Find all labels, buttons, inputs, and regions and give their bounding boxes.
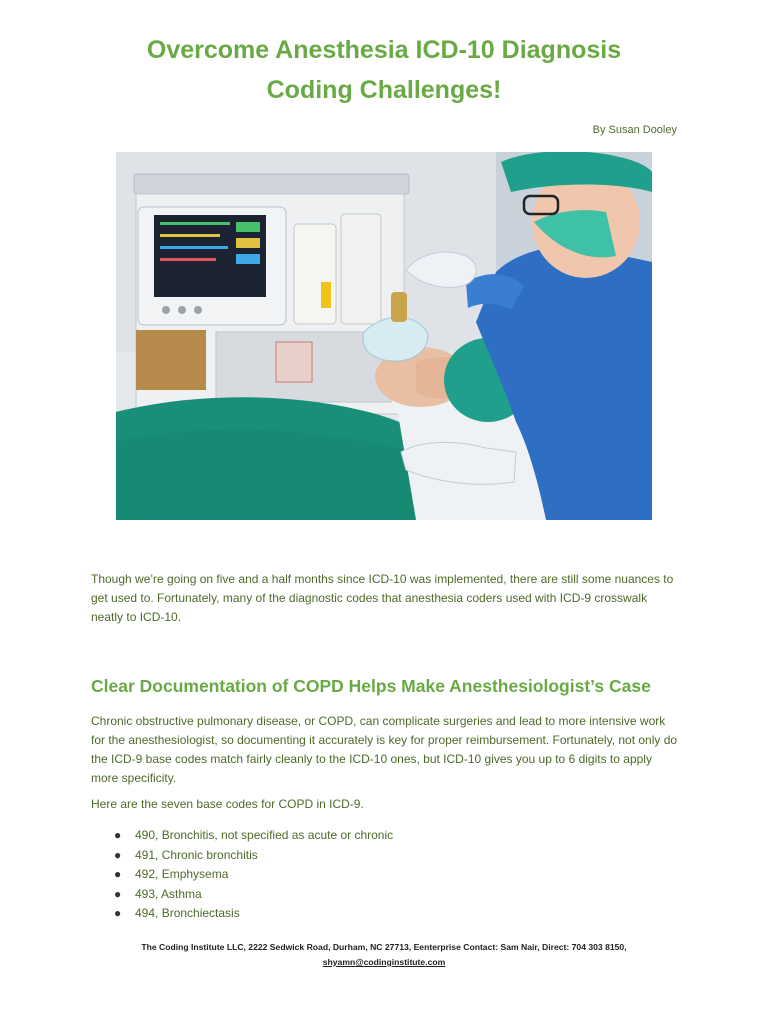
section-heading: Clear Documentation of COPD Helps Make Anesthesiologist’s Case — [91, 676, 651, 696]
page-footer — [60, 940, 708, 970]
list-item — [91, 826, 393, 846]
bullet-icon: ● — [114, 828, 122, 842]
list-item — [91, 904, 393, 924]
code-text: 491, Chronic bronchitis — [135, 847, 258, 862]
copd-code-list — [91, 826, 393, 924]
list-item — [91, 846, 393, 866]
list-lead: Here are the seven base codes for COPD in ICD-9. — [91, 797, 364, 811]
bullet-icon: ● — [114, 847, 122, 862]
intro-paragraph: Though we’re going on five and a half months since ICD-10 was implemented, there are still some nuances to get used to. Fortunately, many of the diagnostic codes that anesthesia coders used with ICD-9 crosswalk neatly to ICD-10. — [91, 572, 674, 624]
list-item — [91, 885, 393, 905]
bullet-icon: ● — [114, 886, 122, 901]
list-item — [91, 865, 393, 885]
footer-contact: The Coding Institute LLC, 2222 Sedwick Road, Durham, NC 27713, Eenterprise Contact: Sam Nair, Direct: 704 303 8150, — [141, 942, 627, 952]
bullet-icon: ● — [114, 867, 122, 882]
code-text: 490, Bronchitis, not specified as acute or chronic — [135, 828, 394, 842]
code-text: 494, Bronchiectasis — [135, 906, 240, 921]
page-title — [60, 30, 708, 110]
section-paragraph: Chronic obstructive pulmonary disease, or COPD, can complicate surgeries and lead to more intensive work for the anesthesiologist, so documenting it accurately is key for proper reimbursement. Fortunately, not only do the ICD-9 base codes match fairly cleanly to the ICD-10 ones, but ICD-10 gives you up to 6 digits to apply more specificity. — [91, 714, 678, 785]
author-byline: By Susan Dooley — [592, 124, 677, 136]
code-text: 492, Emphysema — [135, 867, 229, 882]
code-text: 493, Asthma — [135, 886, 202, 901]
footer-email-link[interactable]: shyamn@codinginstitute.com — [322, 957, 446, 967]
anesthesia-photo — [116, 152, 652, 520]
title-line-2: Coding Challenges! — [266, 76, 502, 104]
title-line-1: Overcome Anesthesia ICD-10 Diagnosis — [146, 36, 622, 64]
bullet-icon: ● — [114, 906, 122, 921]
